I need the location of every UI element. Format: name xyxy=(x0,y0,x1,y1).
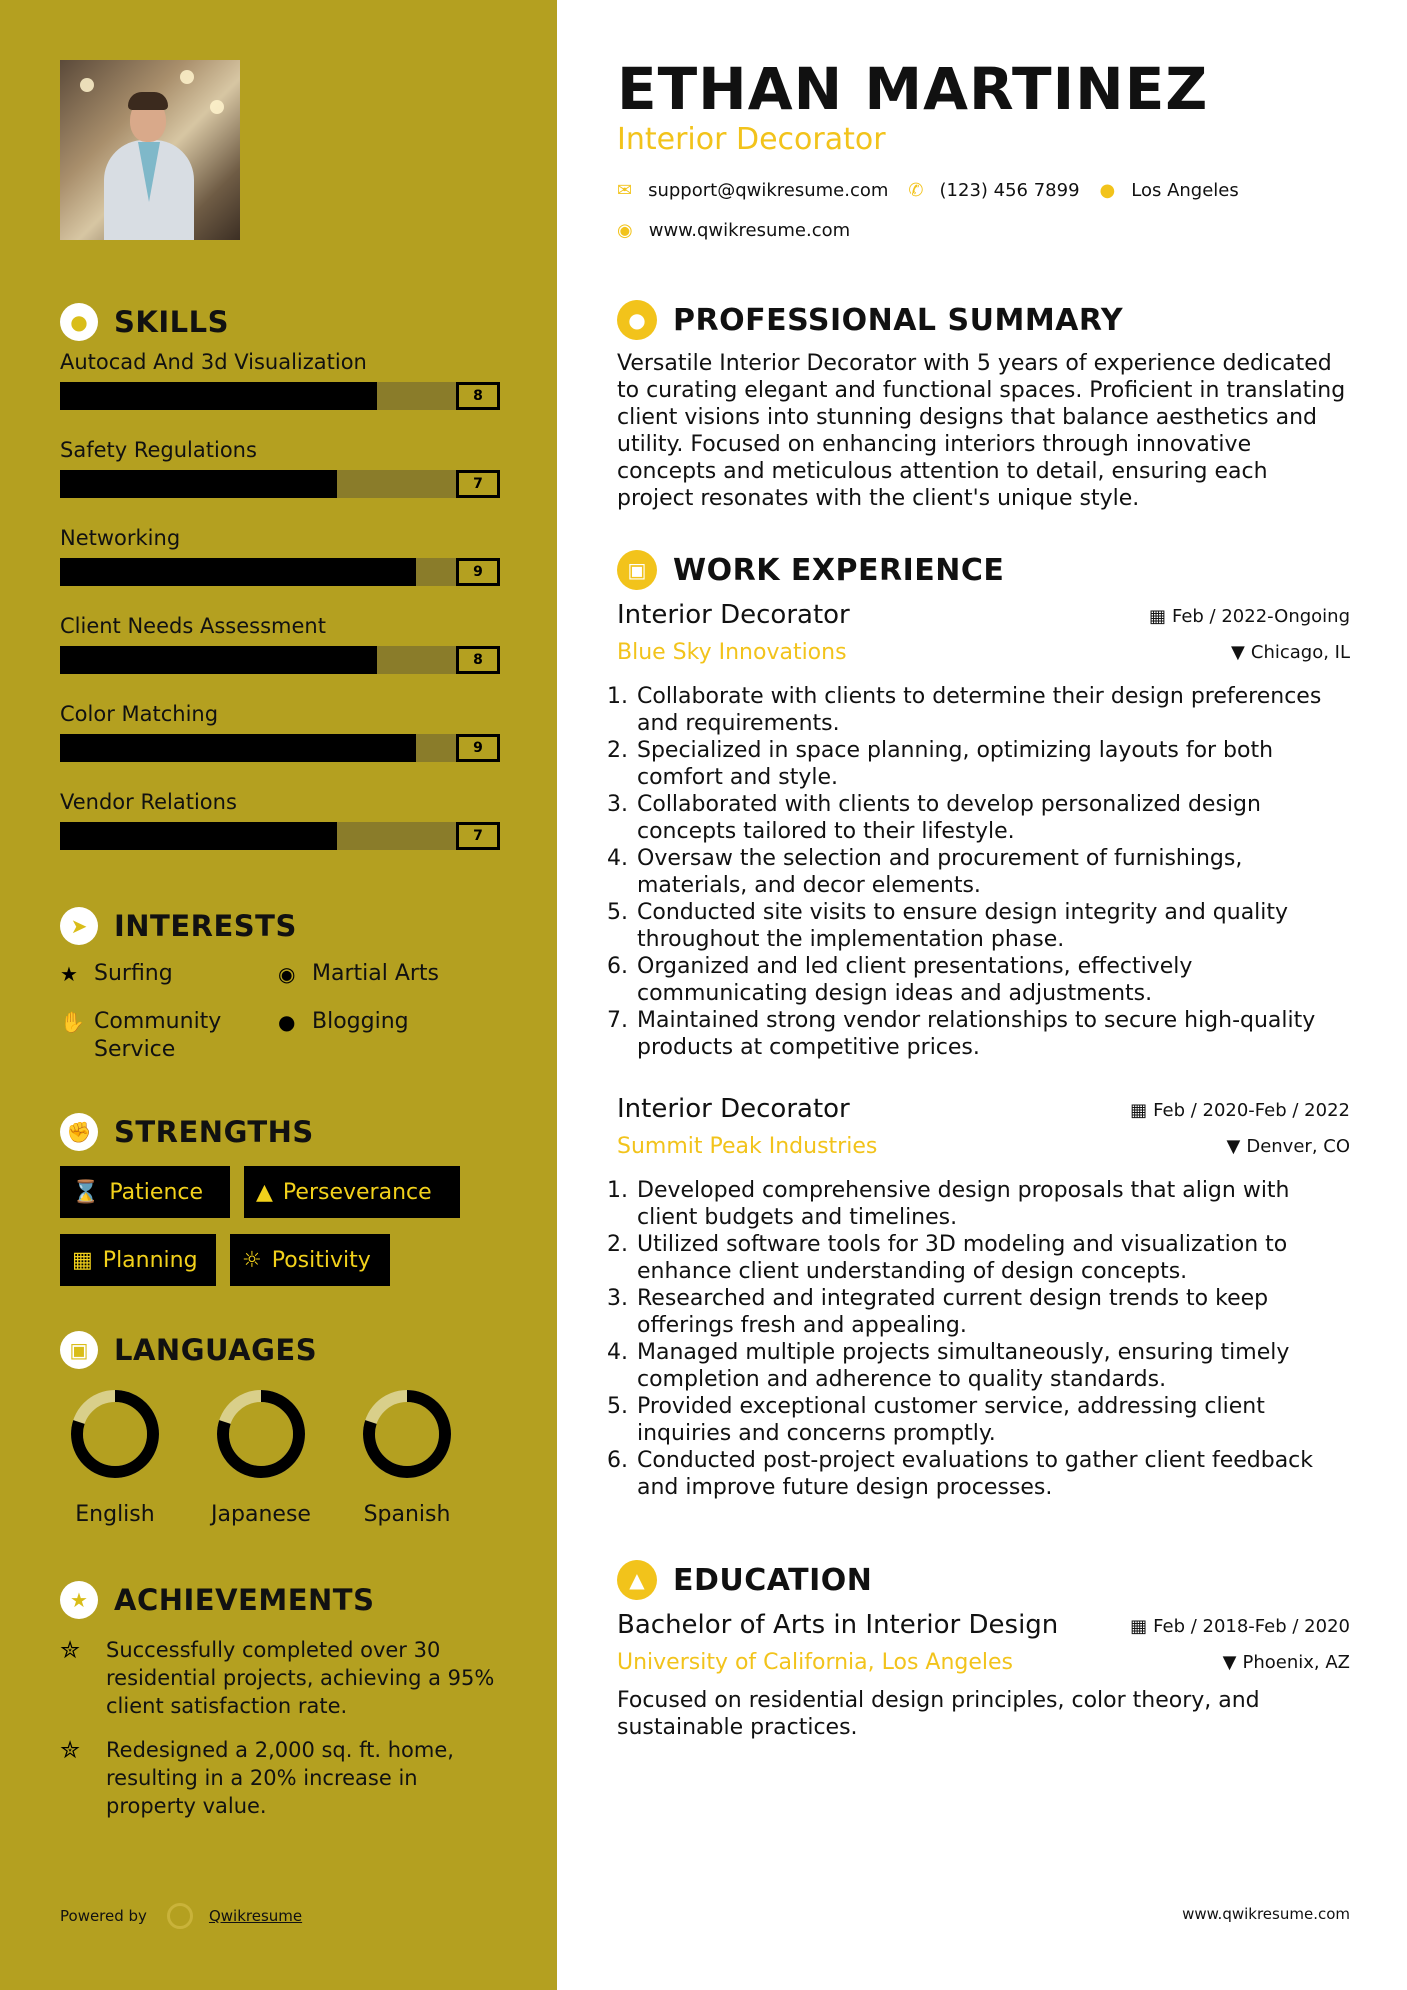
hourglass-icon: ⌛ xyxy=(72,1179,100,1205)
interests-title: INTERESTS xyxy=(114,909,297,943)
skill-item xyxy=(60,788,483,876)
language-item xyxy=(50,1386,180,1527)
job-bullet: 6. Conducted post-project evaluations to gather client feedback and improve future design processes. xyxy=(635,1447,1350,1501)
footer-url[interactable]: www.qwikresume.com xyxy=(1182,1905,1350,1923)
summary-text: Versatile Interior Decorator with 5 years of experience dedicated to curating elegant and functional spaces. Proficient in translating client visions into stunning designs that balance aesthetics and utility. Focused on enhancing interiors through innovative concepts and meticulous attention to detail, ensuring each project resonates with the client's unique style. xyxy=(617,351,1346,511)
language-icon: ▣ xyxy=(60,1331,98,1369)
interest-label: Martial Arts xyxy=(312,961,440,986)
envelope-icon: ✉ xyxy=(617,180,633,201)
job-bullet: 4. Managed multiple projects simultaneously, ensuring timely completion and adherence to quality standards. xyxy=(635,1339,1350,1393)
job-title: Interior Decorator xyxy=(617,600,850,630)
interest-label: Blogging xyxy=(312,1009,409,1034)
skill-bar xyxy=(60,822,500,850)
phone-icon: ✆ xyxy=(908,180,924,201)
skill-bar-fill xyxy=(60,558,416,586)
skill-level: 8 xyxy=(456,382,500,410)
achievements-section xyxy=(60,1580,500,1836)
skill-bar xyxy=(60,646,500,674)
interest-label: Surfing xyxy=(94,961,173,986)
skill-name: Vendor Relations xyxy=(60,790,237,814)
job-bullet: 6. Organized and led client presentations, effectively communicating design ideas and adjustments. xyxy=(635,953,1350,1007)
strength-label: Patience xyxy=(109,1179,204,1205)
language-item xyxy=(196,1386,326,1527)
job-entry xyxy=(617,1094,1350,1501)
profile-photo xyxy=(60,60,240,240)
skill-level: 7 xyxy=(456,822,500,850)
star-badge-icon: ★ xyxy=(60,1581,98,1619)
star-icon: ★ xyxy=(60,962,78,986)
skill-item xyxy=(60,436,483,524)
calendar-icon: ▦ xyxy=(1148,606,1166,627)
language-name: Japanese xyxy=(211,1502,311,1527)
summary-header xyxy=(617,300,1123,340)
job-bullet: 7. Maintained strong vendor relationships to secure high-quality products at competitive prices. xyxy=(635,1007,1350,1061)
calendar-icon: ▦ xyxy=(1130,1100,1148,1121)
skill-bar-fill xyxy=(60,822,337,850)
powered-by-label: Powered by xyxy=(60,1907,147,1925)
interest-item xyxy=(60,1008,250,1064)
strength-label: Planning xyxy=(102,1247,198,1273)
pin-icon: ▼ xyxy=(1222,1652,1237,1673)
job-bullet: 3. Collaborated with clients to develop personalized design concepts tailored to their lifestyle. xyxy=(635,791,1350,845)
skill-name: Safety Regulations xyxy=(60,438,257,462)
achievement-text: Successfully completed over 30 residential projects, achieving a 95% client satisfaction rate. xyxy=(106,1638,495,1718)
strength-label: Perseverance xyxy=(282,1179,432,1205)
users-icon: ● xyxy=(278,1010,296,1034)
skill-level: 7 xyxy=(456,470,500,498)
job-date-text: Feb / 2020-Feb / 2022 xyxy=(1153,1100,1350,1121)
contact-row-website xyxy=(617,220,850,241)
powered-by xyxy=(60,1903,302,1929)
star-icon: ✮ xyxy=(60,1736,81,1764)
sun-icon: ☼ xyxy=(242,1247,262,1273)
interest-item xyxy=(60,960,173,988)
strength-label: Positivity xyxy=(271,1247,371,1273)
map-marker-icon: ● xyxy=(1099,180,1116,201)
lightbulb-icon: ● xyxy=(60,303,98,341)
skill-level: 8 xyxy=(456,646,500,674)
skill-item xyxy=(60,524,483,612)
education-description: Focused on residential design principles, color theory, and sustainable practices. xyxy=(617,1688,1260,1740)
skill-name: Color Matching xyxy=(60,702,219,726)
contact-email[interactable]: support@qwikresume.com xyxy=(648,180,889,201)
job-date-text: Feb / 2022-Ongoing xyxy=(1171,606,1350,627)
globe-icon: ◉ xyxy=(617,220,633,241)
skill-level: 9 xyxy=(456,734,500,762)
achievement-item xyxy=(60,1736,500,1820)
job-location-text: Denver, CO xyxy=(1246,1136,1350,1157)
language-ring xyxy=(359,1386,455,1482)
job-location xyxy=(1231,642,1350,663)
skill-bar xyxy=(60,558,500,586)
language-item xyxy=(342,1386,472,1527)
skill-bar xyxy=(60,734,500,762)
skill-item xyxy=(60,700,483,788)
sidebar xyxy=(0,0,557,1990)
achievement-text: Redesigned a 2,000 sq. ft. home, resulting in a 20% increase in property value. xyxy=(106,1738,454,1818)
job-bullets xyxy=(617,1177,1350,1501)
job-bullet: 5. Conducted site visits to ensure design integrity and quality throughout the implementation phase. xyxy=(635,899,1350,953)
star-icon: ✮ xyxy=(60,1636,81,1664)
user-icon: ● xyxy=(617,300,657,340)
contact-phone[interactable]: (123) 456 7899 xyxy=(939,180,1080,201)
strengths-section xyxy=(60,1112,500,1296)
job-entry xyxy=(617,600,1350,1061)
summary-title: PROFESSIONAL SUMMARY xyxy=(673,302,1124,338)
job-bullet: 2. Specialized in space planning, optimizing layouts for both comfort and style. xyxy=(635,737,1350,791)
contact-row xyxy=(617,180,1239,201)
language-ring xyxy=(67,1386,163,1482)
skill-bar xyxy=(60,470,500,498)
job-bullet: 2. Utilized software tools for 3D modeling and visualization to enhance client understanding of design concepts. xyxy=(635,1231,1350,1285)
qwikresume-logo-icon xyxy=(167,1903,193,1929)
hand-icon: ✋ xyxy=(60,1010,85,1034)
language-name: Spanish xyxy=(363,1502,451,1527)
skill-bar xyxy=(60,382,500,410)
job-bullets xyxy=(617,683,1350,1061)
achievements-title: ACHIEVEMENTS xyxy=(114,1583,375,1617)
interest-label: Community Service xyxy=(94,1009,222,1062)
strength-badge xyxy=(244,1166,460,1218)
education-date xyxy=(1130,1616,1350,1637)
strength-badge xyxy=(60,1166,230,1218)
education-location xyxy=(1223,1652,1350,1673)
job-bullet: 4. Oversaw the selection and procurement of furnishings, materials, and decor elements. xyxy=(635,845,1350,899)
education-date-text: Feb / 2018-Feb / 2020 xyxy=(1153,1616,1350,1637)
fist-icon: ✊ xyxy=(60,1113,98,1151)
globe-icon: ◉ xyxy=(278,962,296,986)
education-entry xyxy=(617,1610,1350,1741)
job-title: Interior Decorator xyxy=(617,1094,850,1124)
strength-badge xyxy=(230,1234,390,1286)
skill-bar-fill xyxy=(60,382,377,410)
qwikresume-link[interactable]: Qwikresume xyxy=(208,1907,303,1925)
education-location-text: Phoenix, AZ xyxy=(1242,1652,1350,1673)
experience-title: WORK EXPERIENCE xyxy=(673,552,1005,588)
interest-item xyxy=(278,1008,409,1036)
graduation-icon: ▲ xyxy=(617,1560,657,1600)
road-icon: ▲ xyxy=(256,1179,273,1205)
candidate-role: Interior Decorator xyxy=(617,122,886,157)
calendar-icon: ▦ xyxy=(72,1247,93,1273)
interests-section xyxy=(60,906,500,1080)
contact-location: Los Angeles xyxy=(1131,180,1239,201)
candidate-name: ETHAN MARTINEZ xyxy=(617,55,1209,123)
education-degree: Bachelor of Arts in Interior Design xyxy=(617,1610,1059,1640)
experience-header xyxy=(617,550,1004,590)
chair-icon: ▣ xyxy=(617,550,657,590)
job-date xyxy=(1149,606,1350,627)
job-bullet: 3. Researched and integrated current design trends to keep offerings fresh and appealing. xyxy=(635,1285,1350,1339)
job-location-text: Chicago, IL xyxy=(1250,642,1350,663)
job-company: Summit Peak Industries xyxy=(617,1134,878,1159)
skill-item xyxy=(60,612,483,700)
paper-plane-icon: ➤ xyxy=(60,907,98,945)
skill-name: Client Needs Assessment xyxy=(60,614,326,638)
contact-website[interactable]: www.qwikresume.com xyxy=(648,220,851,241)
education-header xyxy=(617,1560,872,1600)
strengths-title: STRENGTHS xyxy=(114,1115,314,1149)
job-bullet: 1. Developed comprehensive design proposals that align with client budgets and timelines. xyxy=(635,1177,1350,1231)
achievement-item xyxy=(60,1636,500,1720)
skill-name: Networking xyxy=(60,526,181,550)
education-title: EDUCATION xyxy=(673,1562,873,1598)
skill-bar-fill xyxy=(60,734,416,762)
job-bullet: 5. Provided exceptional customer service, addressing client inquiries and concerns promptly. xyxy=(635,1393,1350,1447)
language-name: English xyxy=(75,1502,155,1527)
skill-item xyxy=(60,348,483,436)
skill-name: Autocad And 3d Visualization xyxy=(60,350,367,374)
pin-icon: ▼ xyxy=(1226,1136,1241,1157)
skills-section xyxy=(60,302,483,876)
skills-title: SKILLS xyxy=(114,305,229,339)
job-company: Blue Sky Innovations xyxy=(617,640,847,665)
languages-title: LANGUAGES xyxy=(114,1333,318,1367)
job-location xyxy=(1227,1136,1351,1157)
job-date xyxy=(1130,1100,1350,1121)
job-bullet: 1. Collaborate with clients to determine their design preferences and requirements. xyxy=(635,683,1350,737)
strength-badge xyxy=(60,1234,216,1286)
calendar-icon: ▦ xyxy=(1130,1616,1148,1637)
language-ring xyxy=(213,1386,309,1482)
interest-item xyxy=(278,960,439,988)
skill-bar-fill xyxy=(60,470,337,498)
languages-section xyxy=(60,1330,500,1536)
pin-icon: ▼ xyxy=(1231,642,1245,663)
skill-bar-fill xyxy=(60,646,377,674)
skill-level: 9 xyxy=(456,558,500,586)
education-school: University of California, Los Angeles xyxy=(617,1650,1014,1675)
